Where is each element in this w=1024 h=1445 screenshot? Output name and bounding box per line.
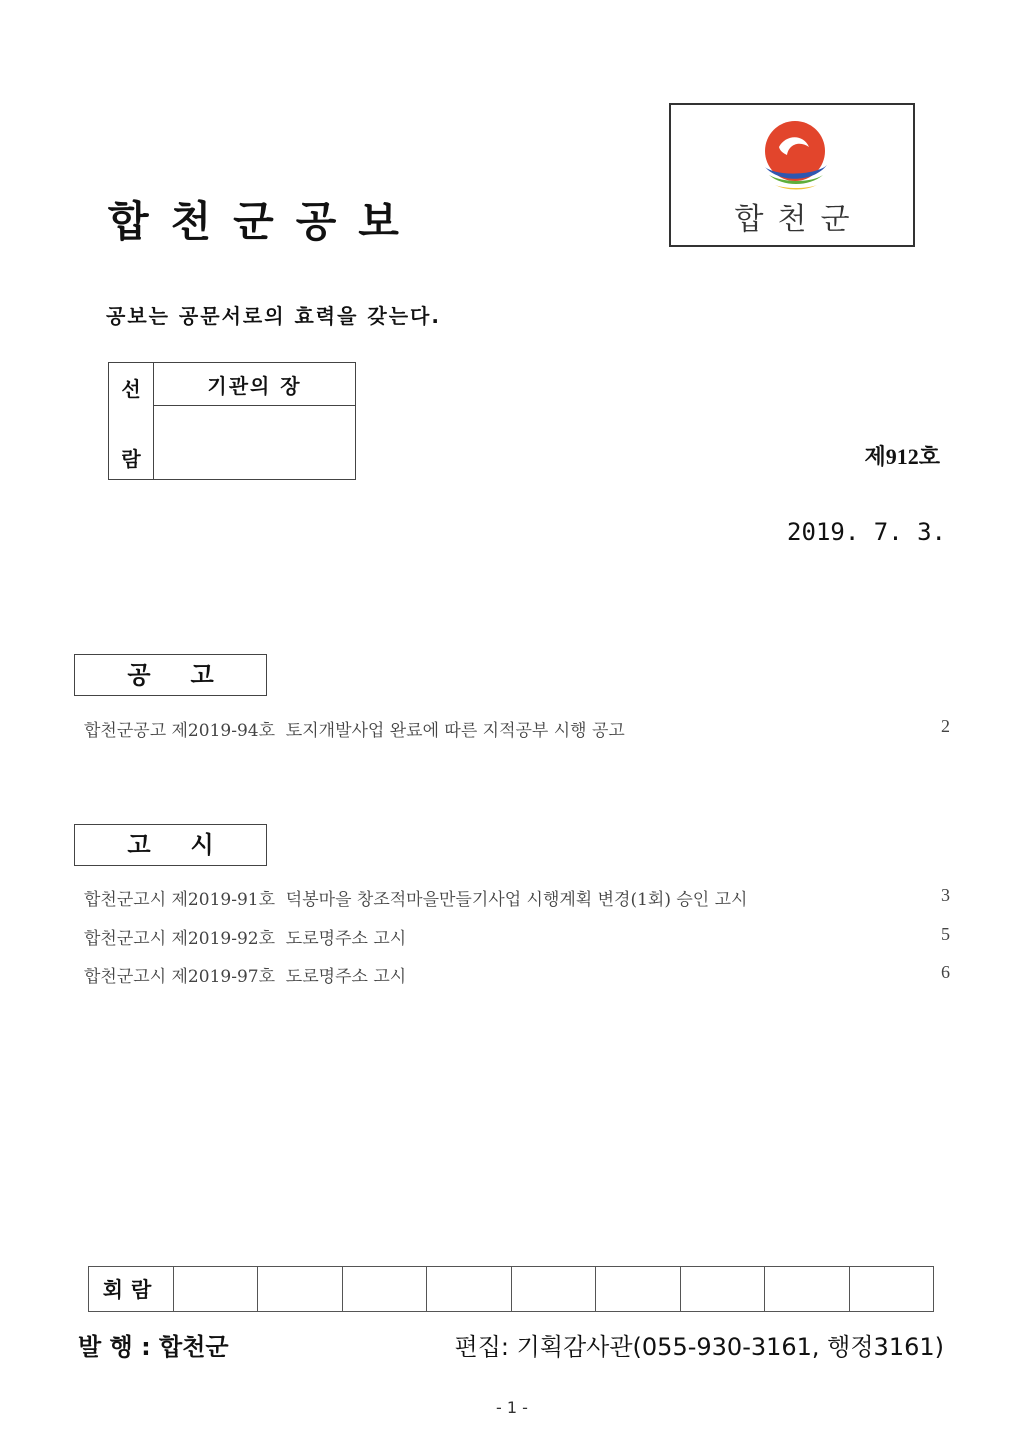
circulation-cell (174, 1267, 258, 1312)
toc-entry-text: 합천군고시 제2019-97호 도로명주소 고시 (84, 967, 407, 987)
publisher: 발 행 : 합천군 (78, 1333, 229, 1361)
sign-label-bottom: 람 (121, 447, 141, 471)
page-title: 합천군공보 (108, 197, 421, 246)
issue-date: 2019. 7. 3. (787, 518, 946, 546)
logo-box (669, 103, 915, 247)
hapcheon-emblem-icon (757, 117, 831, 199)
sign-label-top: 선 (121, 377, 141, 401)
toc-entry-page: 6 (941, 962, 950, 982)
circulation-cell (342, 1267, 426, 1312)
sign-space (154, 406, 356, 480)
section-heading-public-notice: 고시 (74, 824, 267, 866)
circulation-cell (765, 1267, 849, 1312)
toc-entry-text: 합천군고시 제2019-92호 도로명주소 고시 (84, 929, 407, 949)
circulation-cell (258, 1267, 342, 1312)
editor-contact: 편집: 기획감사관(055-930-3161, 행정3161) (454, 1333, 944, 1361)
toc-entry[interactable] (84, 924, 950, 948)
issue-number: 제912호 (864, 444, 940, 469)
toc-entry-page: 5 (941, 924, 950, 944)
circulation-table (88, 1266, 934, 1312)
sign-off-table (108, 362, 356, 480)
circulation-cell (596, 1267, 680, 1312)
circulation-label: 회람 (89, 1267, 174, 1312)
toc-entry-page: 2 (941, 716, 950, 736)
logo-text: 합천군 (734, 202, 864, 237)
toc-entry[interactable] (84, 962, 950, 986)
subtitle: 공보는 공문서로의 효력을 갖는다. (106, 304, 441, 328)
toc-entry-text: 합천군공고 제2019-94호 토지개발사업 완료에 따른 지적공부 시행 공고 (84, 721, 625, 741)
circulation-cell (511, 1267, 595, 1312)
toc-entry[interactable] (84, 885, 950, 909)
circulation-cell (680, 1267, 764, 1312)
toc-entry-text: 합천군고시 제2019-91호 덕봉마을 창조적마을만들기사업 시행계획 변경(1회) 승인 고시 (84, 890, 748, 910)
circulation-cell (427, 1267, 511, 1312)
toc-entry[interactable] (84, 716, 950, 740)
page-number: - 1 - (496, 1398, 528, 1417)
sign-label-cell (109, 363, 154, 480)
toc-entry-page: 3 (941, 885, 950, 905)
sign-heading: 기관의 장 (154, 363, 356, 406)
circulation-cell (849, 1267, 934, 1312)
section-heading-notice: 공고 (74, 654, 267, 696)
